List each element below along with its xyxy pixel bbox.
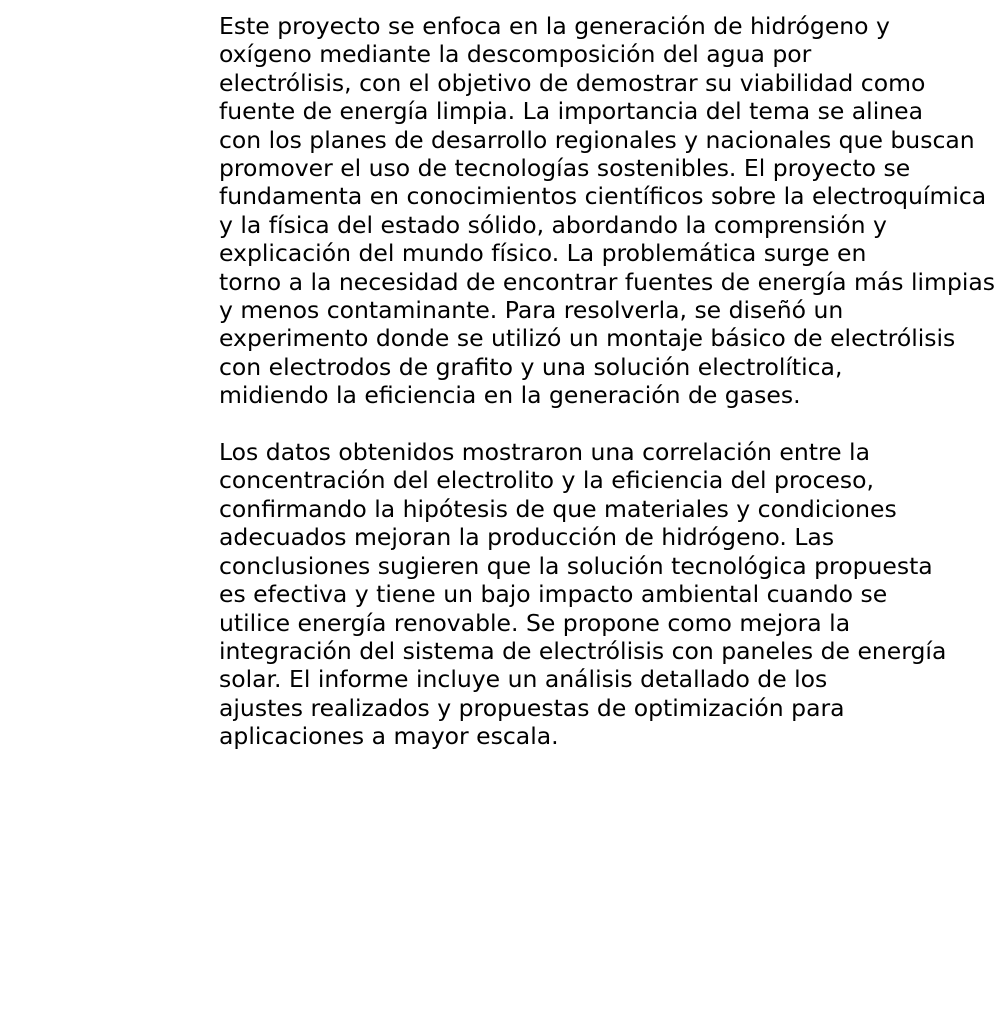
text-line: Este proyecto se enfoca en la generación de hidrógeno y	[219, 12, 890, 40]
paragraph-2	[219, 438, 947, 751]
text-line: fundamenta en conocimientos científicos sobre la electroquímica	[219, 182, 987, 211]
text-line: experimento donde se utilizó un montaje básico de electrólisis	[219, 324, 956, 353]
text-line: torno a la necesidad de encontrar fuentes de energía más limpias	[219, 267, 995, 296]
document-body	[219, 12, 995, 751]
paragraph-spacer	[219, 410, 839, 438]
text-line: es efectiva y tiene un bajo impacto ambiental cuando se	[219, 580, 888, 609]
text-line: con electrodos de grafito y una solución electrolítica,	[219, 352, 843, 381]
text-line: electrólisis, con el objetivo de demostrar su viabilidad como	[219, 68, 926, 97]
text-line: midiendo la eficiencia en la generación de gases.	[219, 381, 801, 410]
text-line: aplicaciones a mayor escala.	[219, 722, 559, 751]
text-line: con los planes de desarrollo regionales y nacionales que buscan	[219, 125, 975, 154]
text-line: fuente de energía limpia. La importancia del tema se alinea	[219, 97, 923, 126]
text-line: y menos contaminante. Para resolverla, se diseñó un	[219, 296, 844, 325]
text-line: conclusiones sugieren que la solución tecnológica propuesta	[219, 551, 933, 580]
paragraph-1	[219, 12, 995, 410]
text-line: ajustes realizados y propuestas de optimización para	[219, 693, 845, 722]
text-line: confirmando la hipótesis de que materiales y condiciones	[219, 494, 897, 523]
text-line: Los datos obtenidos mostraron una correlación entre la	[219, 438, 870, 467]
text-line: adecuados mejoran la producción de hidrógeno. Las	[219, 523, 835, 552]
text-line: oxígeno mediante la descomposición del agua por	[219, 40, 812, 69]
text-line: promover el uso de tecnologías sostenibles. El proyecto se	[219, 154, 911, 183]
text-line: y la física del estado sólido, abordando la comprensión y	[219, 210, 887, 239]
text-line: concentración del electrolito y la eficiencia del proceso,	[219, 466, 874, 495]
text-line: utilice energía renovable. Se propone como mejora la	[219, 608, 851, 637]
text-line: explicación del mundo físico. La problemática surge en	[219, 239, 867, 268]
text-line: solar. El informe incluye un análisis detallado de los	[219, 665, 828, 694]
text-line: integración del sistema de electrólisis con paneles de energía	[219, 636, 947, 665]
